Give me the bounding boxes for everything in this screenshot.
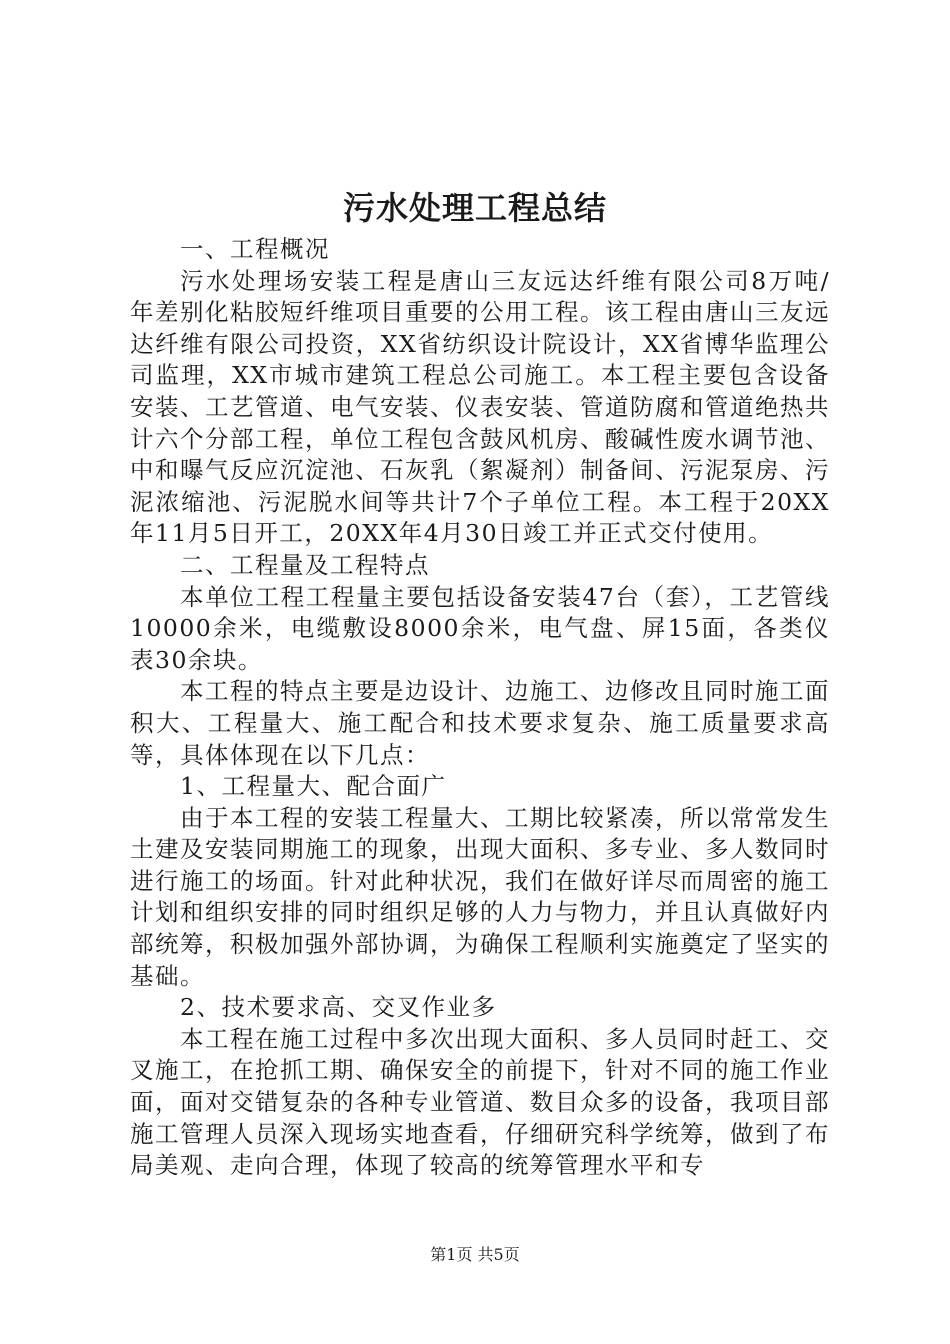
- document-title: 污水处理工程总结: [342, 189, 607, 227]
- subsection-heading: 1、工程量大、配合面广: [180, 772, 447, 801]
- section-heading: 一、工程概况: [180, 235, 330, 263]
- body-paragraph: 污水处理场安装工程是唐山三友远达纤维有限公司8万吨/年差别化粘胶短纤维项目重要的公用工程。该工程由唐山三友远达纤维有限公司投资，XX省纺织设计院设计，XX省博华监理公司监理，XX市城市建筑工程总公司施工。本工程主要包含设备安装、工艺管道、电气安装、仪表安装、管道防腐和管道绝热共计六个分部工程，单位工程包含鼓风机房、酸碱性废水调节池、中和曝气反应沉淀池、石灰乳（絮凝剂）制备间、污泥泵房、污泥浓缩池、污泥脱水间等共计7个子单位工程。本工程于20XX年11月5日开工，20XX年4月30日竣工并正式交付使用。: [130, 266, 830, 548]
- document-body: [130, 234, 830, 1182]
- body-paragraph: 本工程在施工过程中多次出现大面积、多人员同时赶工、交叉施工，在抢抓工期、确保安全的前提下，针对不同的施工作业面，面对交错复杂的各种专业管道、数目众多的设备，我项目部施工管理人员深入现场实地查看，仔细研究科学统筹，做到了布局美观、走向合理，体现了较高的统筹管理水平和专: [130, 1024, 830, 1180]
- subsection-heading: 2、技术要求高、交叉作业多: [180, 993, 497, 1022]
- body-paragraph: 本单位工程工程量主要包括设备安装47台（套），工艺管线10000余米，电缆敷设8000余米，电气盘、屏15面，各类仪表30余块。: [130, 582, 830, 674]
- body-paragraph: 由于本工程的安装工程量大、工期比较紧凑，所以常常发生土建及安装同期施工的现象，出现大面积、多专业、多人数同时进行施工的场面。针对此种状况，我们在做好详尽而周密的施工计划和组织安排的同时组织足够的人力与物力，并且认真做好内部统筹，积极加强外部协调，为确保工程顺利实施奠定了坚实的基础。: [130, 803, 830, 990]
- body-paragraph: 本工程的特点主要是边设计、边施工、边修改且同时施工面积大、工程量大、施工配合和技术要求复杂、施工质量要求高等，具体体现在以下几点：: [130, 677, 830, 769]
- section-heading: 二、工程量及工程特点: [180, 550, 430, 579]
- page-number-footer: 第1页 共5页: [430, 1245, 520, 1264]
